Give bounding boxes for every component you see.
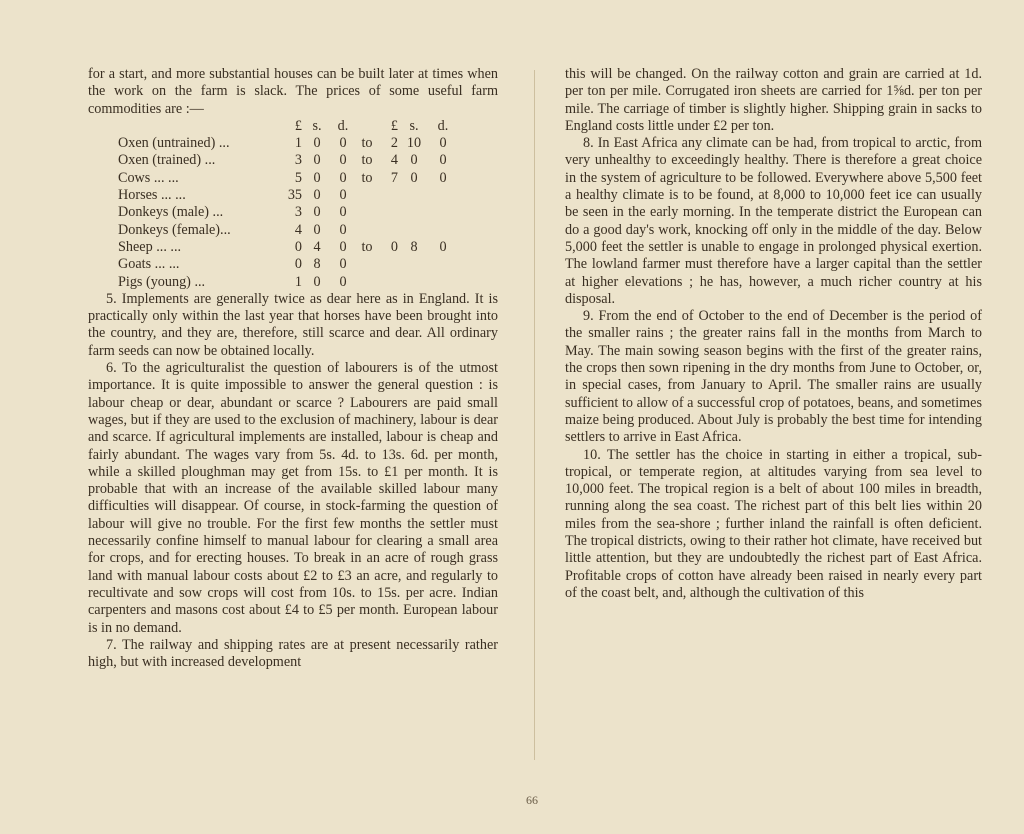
price-value-cell xyxy=(430,187,456,204)
price-item-name: Donkeys (female)... xyxy=(118,221,231,238)
price-value-cell: 7 xyxy=(390,169,398,186)
price-value-cell: 0 xyxy=(410,152,418,169)
price-row xyxy=(118,135,456,152)
price-value-cell: 0 xyxy=(294,238,302,255)
price-value-cell: 0 xyxy=(339,256,347,273)
price-value-cell: 5 xyxy=(294,169,302,186)
price-row xyxy=(118,187,456,204)
price-value-cell: 0 xyxy=(313,273,321,290)
price-item-name: Oxen (trained) ... xyxy=(118,152,216,169)
paragraph-6: 6. To the agriculturalist the question of labourers is of the utmost importance. It is quite impossible to answer the general question : is labour cheap or dear, abundant or scarce ? Labourers are paid small wages, but if they are used to the exclusion of machinery, labour is dear and scarce. If agricultural implements are installed, labour is cheap and fairly abundant. The wages vary from 5s. 4d. to 13s. 6d. per month, while a skilled ploughman may get from 15s. to £1 per month. It is probable that with an increase of the available skilled labour many difficulties will disappear. Of course, in stock-farming the question of labour will give no trouble. For the first few months the settler must necessarily confine himself to manual labour for clearing a small area for crops, and for erecting houses. To break in an acre of rough grass land with manual labour costs about £2 to £3 an acre, and regularly to recultivate and sow crops will cost from 10s. to 15s. per acre. Indian carpenters and masons cost about £4 to £5 per month. European labour is in no demand. xyxy=(88,360,498,636)
price-value-cell: 35 xyxy=(287,187,302,204)
price-row xyxy=(118,256,456,273)
price-header-cell: s. xyxy=(409,117,419,134)
price-value-cell xyxy=(354,274,380,291)
price-value-cell xyxy=(430,204,456,221)
intro-paragraph: for a start, and more substantial houses can be built later at times when the work on the farm is slack. The prices of some useful farm commodities are :— xyxy=(88,66,498,117)
price-value-cell: 1 xyxy=(294,135,302,152)
price-row xyxy=(118,222,456,239)
paragraph-7: 7. The railway and shipping rates are at present necessarily rather high, but with increased development xyxy=(88,636,498,671)
price-row xyxy=(118,152,456,169)
price-value-cell: to xyxy=(361,238,373,255)
price-value-cell xyxy=(354,256,380,273)
price-table xyxy=(118,118,456,291)
price-value-cell: 4 xyxy=(390,152,398,169)
paragraph-8: 8. In East Africa any climate can be had, from tropical to arctic, from very unhealthy to exceedingly healthy. There is therefore a great choice in the system of agriculture to be followed. Everywhere above 5,500 feet a healthy climate is to be found, at 8,000 to 10,000 feet ice can usually be seen in the early morning. In the temperate district the European can do a good day's work, knocking off only in the middle of the day. Below 5,000 feet the settler is unable to engage in prolonged physical exertion. The lowland farmer must therefore have a larger capital than the settler at higher elevations ; he has, however, a much richer country at his disposal. xyxy=(565,135,982,307)
price-value-cell xyxy=(380,256,398,273)
paragraph-9: 9. From the end of October to the end of December is the period of the smaller rains ; the greater rains fall in the months from March to May. The main sowing season begins with the first of the greater rains, the crops then sown ripening in the dry months from June to October, or, in special cases, from January to April. The smaller rains are usually sufficient to allow of a successful crop of potatoes, beans, and sometimes maize being produced. About July is probably the best time for intending settlers to arrive in East Africa. xyxy=(565,308,982,446)
price-item-name: Oxen (untrained) ... xyxy=(118,135,230,152)
price-value-cell: 3 xyxy=(294,204,302,221)
right-column xyxy=(565,66,982,602)
price-value-cell: 0 xyxy=(294,256,302,273)
price-value-cell: 8 xyxy=(313,256,321,273)
price-header-cell xyxy=(354,118,380,135)
price-value-cell: 0 xyxy=(339,152,347,169)
price-value-cell: 0 xyxy=(339,187,347,204)
price-value-cell: 0 xyxy=(313,221,321,238)
price-value-cell xyxy=(398,222,430,239)
price-row xyxy=(118,239,456,256)
price-value-cell xyxy=(380,187,398,204)
price-value-cell xyxy=(380,222,398,239)
price-value-cell xyxy=(354,222,380,239)
price-item-name: Goats ... ... xyxy=(118,256,180,273)
price-item-name: Donkeys (male) ... xyxy=(118,204,224,221)
left-column xyxy=(88,66,498,671)
price-value-cell: 0 xyxy=(410,169,418,186)
price-value-cell xyxy=(354,187,380,204)
price-row xyxy=(118,170,456,187)
paragraph-5: 5. Implements are generally twice as dear here as in England. It is practically only within the last year that horses have been brought into the country, and they are, therefore, still scarce and dear. All ordinary farm seeds can now be obtained locally. xyxy=(88,290,498,359)
price-value-cell xyxy=(430,274,456,291)
price-value-cell xyxy=(430,256,456,273)
price-row xyxy=(118,204,456,221)
price-value-cell: 0 xyxy=(313,152,321,169)
price-value-cell: to xyxy=(361,135,373,152)
price-value-cell: 10 xyxy=(406,135,422,152)
price-value-cell: 3 xyxy=(294,152,302,169)
price-item-name: Pigs (young) ... xyxy=(118,273,206,290)
paragraph-10: 10. The settler has the choice in starting in either a tropical, sub-tropical, or temperate region, at altitudes varying from sea level to 10,000 feet. The tropical region is a belt of about 100 miles in breadth, running along the sea coast. The richest part of this belt lies within 20 miles from the sea-shore ; further inland the rainfall is often deficient. The tropical districts, owing to their rather hot climate, have received but little attention, but they are undoubtedly the richest part of East Africa. Profitable crops of cotton have already been raised in nearly every part of the coast belt, and, although the cultivation of this xyxy=(565,446,982,601)
price-value-cell xyxy=(354,204,380,221)
price-value-cell: 0 xyxy=(439,169,447,186)
paragraph-7-continued: this will be changed. On the railway cotton and grain are carried at 1d. per ton per mile. Corrugated iron sheets are carried for 1⅝d. per ton per mile. The carriage of timber is slightly higher. Shipping grain in sacks to England costs little under £2 per ton. xyxy=(565,66,982,134)
price-value-cell: 0 xyxy=(339,135,347,152)
price-value-cell: 2 xyxy=(390,135,398,152)
price-value-cell xyxy=(398,274,430,291)
price-value-cell xyxy=(380,204,398,221)
price-value-cell: 0 xyxy=(313,135,321,152)
price-value-cell: 0 xyxy=(339,238,347,255)
price-value-cell: 0 xyxy=(439,135,447,152)
price-value-cell: 0 xyxy=(313,204,321,221)
price-value-cell: 0 xyxy=(390,238,398,255)
price-value-cell: 0 xyxy=(313,187,321,204)
price-value-cell: 4 xyxy=(294,221,302,238)
price-value-cell: 4 xyxy=(313,238,321,255)
price-header-cell: s. xyxy=(312,117,322,134)
price-item-name: Cows ... ... xyxy=(118,169,179,186)
price-item-name: Horses ... ... xyxy=(118,187,186,204)
price-value-cell: 8 xyxy=(410,238,418,255)
price-value-cell xyxy=(398,187,430,204)
price-value-cell: 0 xyxy=(339,169,347,186)
price-value-cell xyxy=(380,274,398,291)
price-value-cell xyxy=(398,256,430,273)
price-value-cell xyxy=(430,222,456,239)
price-header-cell: £ xyxy=(390,117,398,134)
price-header-blank xyxy=(118,118,280,135)
price-item-name: Sheep ... ... xyxy=(118,238,182,255)
price-value-cell: 0 xyxy=(339,221,347,238)
price-header-cell: d. xyxy=(437,117,449,134)
price-row xyxy=(118,274,456,291)
price-header-cell: d. xyxy=(337,117,349,134)
price-value-cell: 0 xyxy=(439,238,447,255)
price-value-cell: 0 xyxy=(339,273,347,290)
price-value-cell: 0 xyxy=(339,204,347,221)
page-gutter-divider xyxy=(534,70,535,760)
page-number: 66 xyxy=(526,793,538,807)
price-value-cell: 0 xyxy=(313,169,321,186)
price-header-cell: £ xyxy=(294,117,302,134)
price-value-cell: to xyxy=(361,169,373,186)
price-value-cell xyxy=(398,204,430,221)
price-value-cell: to xyxy=(361,152,373,169)
price-table-header xyxy=(118,118,456,135)
price-value-cell: 0 xyxy=(439,152,447,169)
price-value-cell: 1 xyxy=(294,273,302,290)
